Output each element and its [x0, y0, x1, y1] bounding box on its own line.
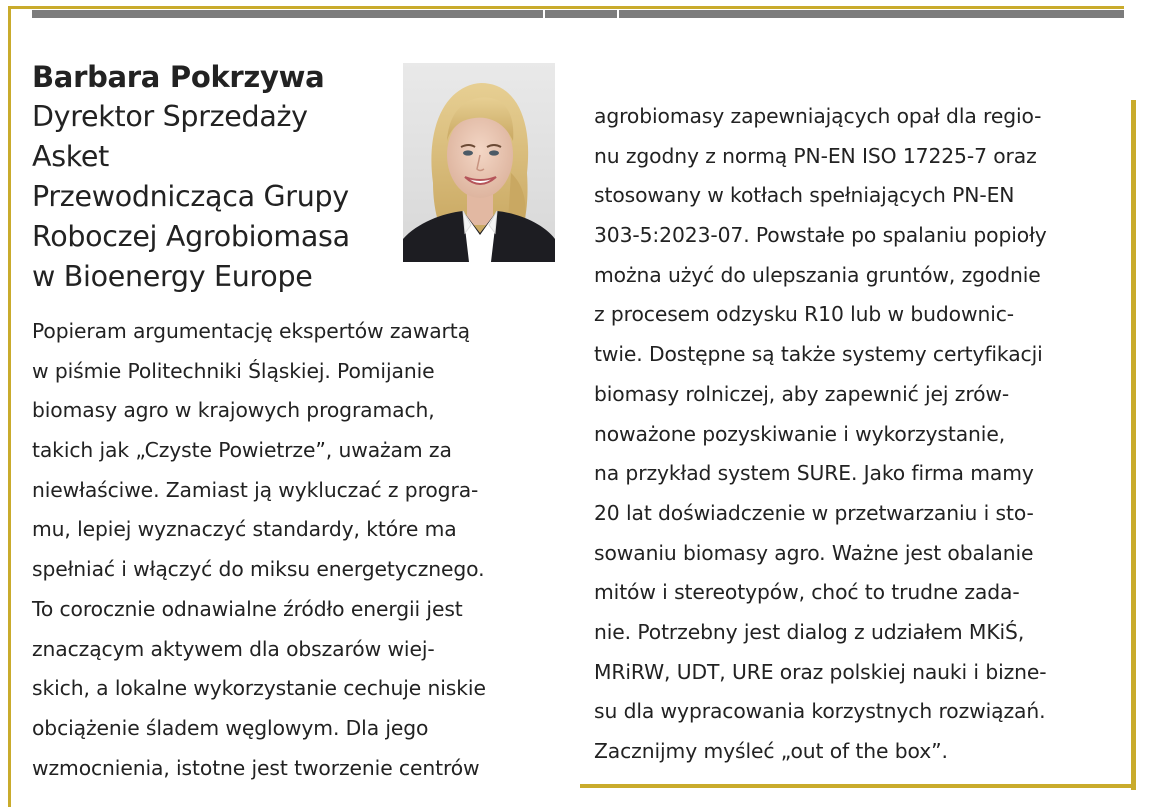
body-column-left — [32, 312, 486, 788]
text-line: 303-5:2023-07. Powstałe po spalaniu popioły — [594, 223, 1047, 248]
text-line: biomasy rolniczej, aby zapewnić jej zrów- — [594, 381, 1010, 406]
author-portrait — [403, 63, 555, 262]
text-line: takich jak „Czyste Powietrze”, uważam za — [32, 438, 452, 463]
text-line: spełniać i włączyć do miksu energetycznego. — [32, 557, 485, 582]
text-line: nu zgodny z normą PN-EN ISO 17225-7 oraz — [594, 143, 1037, 168]
portrait-illustration — [403, 63, 555, 262]
author-name: Barbara Pokrzywa — [32, 60, 325, 94]
text-line: To corocznie odnawialne źródło energii jest — [32, 596, 463, 621]
text-line: znaczącym aktywem dla obszarów wiej- — [32, 636, 435, 661]
text-line: Popieram argumentację ekspertów zawartą — [32, 319, 470, 343]
author-role-line: Przewodnicząca Grupy — [32, 180, 349, 213]
text-line: stosowany w kotłach spełniających PN-EN — [594, 183, 1015, 208]
author-role-line: Roboczej Agrobiomasa — [32, 220, 350, 253]
author-role-line: Dyrektor Sprzedaży — [32, 100, 308, 133]
text-line: twie. Dostępne są także systemy certyfikacji — [594, 342, 1043, 367]
text-line: Zacznijmy myśleć „out of the box”. — [594, 739, 948, 763]
text-line: agrobiomasy zapewniających opał dla regio- — [594, 104, 1042, 128]
text-line: noważone pozyskiwanie i wykorzystanie, — [594, 421, 1006, 446]
author-role-line: Asket — [32, 140, 110, 173]
text-line: skich, a lokalne wykorzystanie cechuje niskie — [32, 676, 486, 701]
text-line: nie. Potrzebny jest dialog z udziałem MKiŚ, — [594, 619, 1025, 644]
bottom-border — [580, 784, 1136, 788]
right-border — [1131, 100, 1136, 790]
author-header — [32, 57, 412, 297]
left-border — [8, 6, 11, 807]
text-line: 20 lat doświadczenie w przetwarzaniu i sto- — [594, 500, 1034, 525]
text-line: na przykład system SURE. Jako firma mamy — [594, 461, 1034, 486]
bar-divider — [543, 10, 545, 18]
author-role-line: w Bioenergy Europe — [32, 260, 313, 293]
top-gray-bar — [32, 10, 1124, 18]
text-line: su dla wypracowania korzystnych rozwiązań. — [594, 699, 1046, 724]
text-line: wzmocnienia, istotne jest tworzenie centrów — [32, 755, 480, 780]
text-line: z procesem odzysku R10 lub w budownic- — [594, 302, 1015, 327]
bar-divider — [617, 10, 619, 18]
text-line: obciążenie śladem węglowym. Dla jego — [32, 715, 429, 740]
text-line: mitów i stereotypów, choć to trudne zada- — [594, 580, 1020, 605]
text-line: mu, lepiej wyznaczyć standardy, które ma — [32, 517, 457, 542]
text-line: niewłaściwe. Zamiast ją wykluczać z progra- — [32, 477, 479, 502]
text-line: można użyć do ulepszania gruntów, zgodnie — [594, 262, 1041, 287]
text-line: sowaniu biomasy agro. Ważne jest obalanie — [594, 540, 1034, 565]
body-column-right — [594, 97, 1047, 772]
text-line: w piśmie Politechniki Śląskiej. Pomijanie — [32, 358, 435, 383]
text-line: biomasy agro w krajowych programach, — [32, 398, 435, 423]
text-line: MRiRW, UDT, URE oraz polskiej nauki i bizne- — [594, 659, 1047, 684]
top-border — [8, 6, 1124, 9]
